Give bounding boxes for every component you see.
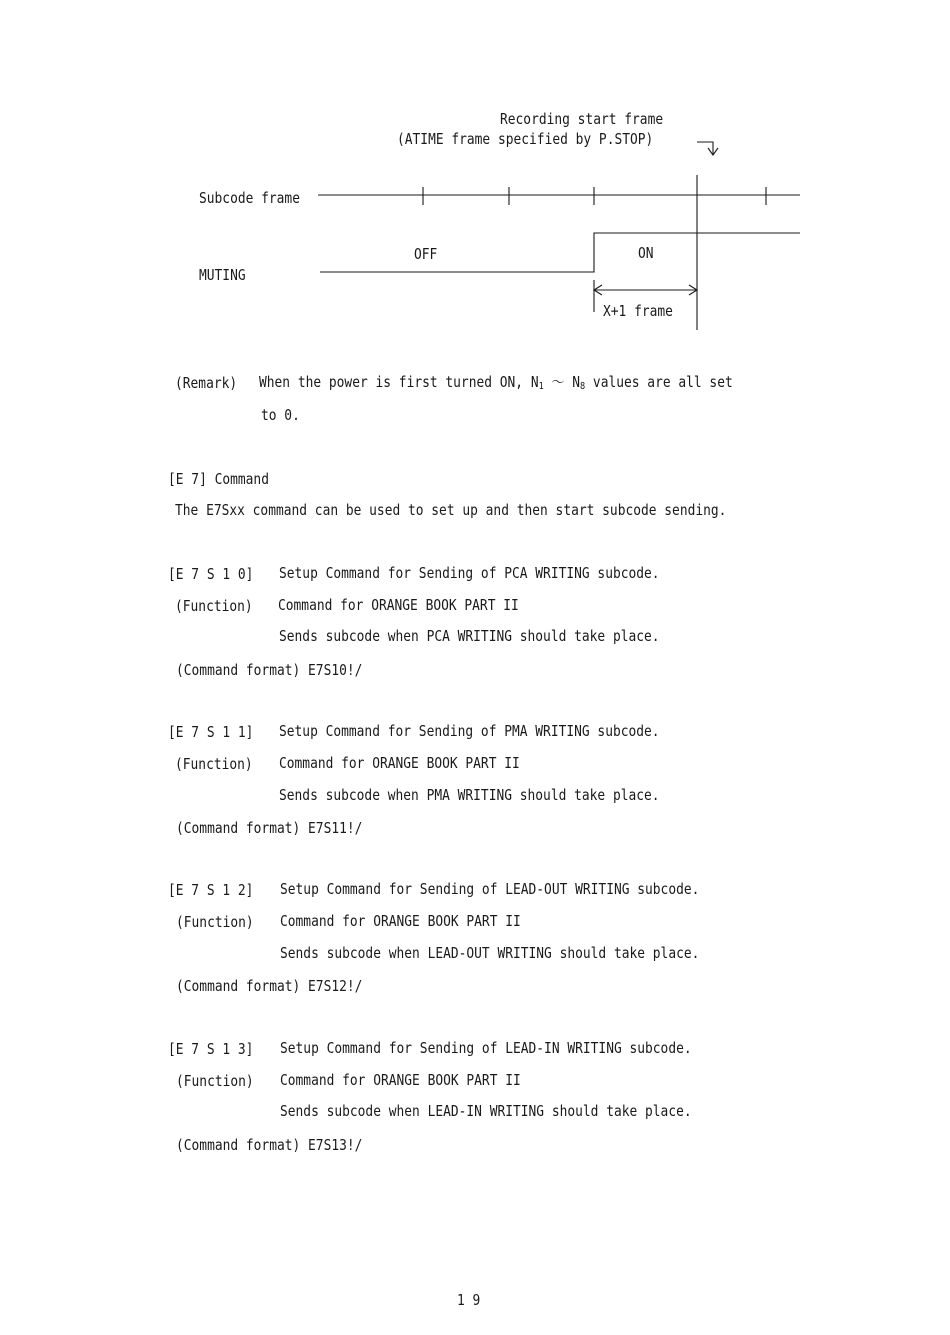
command-code: [E 7 S 1 2] xyxy=(168,881,254,899)
function-line1: Command for ORANGE BOOK PART II xyxy=(278,596,519,614)
recording-label-line2: (ATIME frame specified by P.STOP) xyxy=(397,130,654,148)
command-title: Setup Command for Sending of LEAD-OUT WRITING subcode. xyxy=(280,880,700,898)
page-number: 1 9 xyxy=(457,1291,481,1309)
span-label: X+1 frame xyxy=(603,302,673,320)
e7-description: The E7Sxx command can be used to set up and then start subcode sending. xyxy=(175,501,727,519)
remark-label: (Remark) xyxy=(175,374,238,392)
function-label: (Function) xyxy=(175,597,253,615)
function-line2: Sends subcode when PCA WRITING should take place. xyxy=(279,627,660,645)
command-format: (Command format) E7S10!/ xyxy=(176,661,363,679)
muting-waveform xyxy=(320,233,800,272)
remark-text-line2: to 0. xyxy=(261,406,300,424)
timing-diagram xyxy=(0,0,950,360)
command-title: Setup Command for Sending of LEAD-IN WRITING subcode. xyxy=(280,1039,692,1057)
command-format: (Command format) E7S12!/ xyxy=(176,977,363,995)
command-format: (Command format) E7S13!/ xyxy=(176,1136,363,1154)
function-line1: Command for ORANGE BOOK PART II xyxy=(280,1071,521,1089)
command-code: [E 7 S 1 0] xyxy=(168,565,254,583)
on-label: ON xyxy=(638,244,654,262)
off-label: OFF xyxy=(414,245,438,263)
command-title: Setup Command for Sending of PMA WRITING subcode. xyxy=(279,722,660,740)
command-format: (Command format) E7S11!/ xyxy=(176,819,363,837)
e7-heading: [E 7] Command xyxy=(168,470,269,488)
function-line2: Sends subcode when LEAD-IN WRITING should take place. xyxy=(280,1102,692,1120)
function-label: (Function) xyxy=(176,913,254,931)
function-label: (Function) xyxy=(176,1072,254,1090)
command-code: [E 7 S 1 3] xyxy=(168,1040,254,1058)
function-line1: Command for ORANGE BOOK PART II xyxy=(280,912,521,930)
function-line2: Sends subcode when LEAD-OUT WRITING should take place. xyxy=(280,944,700,962)
function-line2: Sends subcode when PMA WRITING should take place. xyxy=(279,786,660,804)
command-title: Setup Command for Sending of PCA WRITING subcode. xyxy=(279,564,660,582)
subcode-frame-label: Subcode frame xyxy=(199,189,300,207)
command-code: [E 7 S 1 1] xyxy=(168,723,254,741)
recording-label-line1: Recording start frame xyxy=(500,110,664,128)
muting-label: MUTING xyxy=(199,266,246,284)
function-line1: Command for ORANGE BOOK PART II xyxy=(279,754,520,772)
function-label: (Function) xyxy=(175,755,253,773)
remark-text: When the power is first turned ON, $N_1$ ～ $N_8$ values are all set xyxy=(259,373,733,392)
